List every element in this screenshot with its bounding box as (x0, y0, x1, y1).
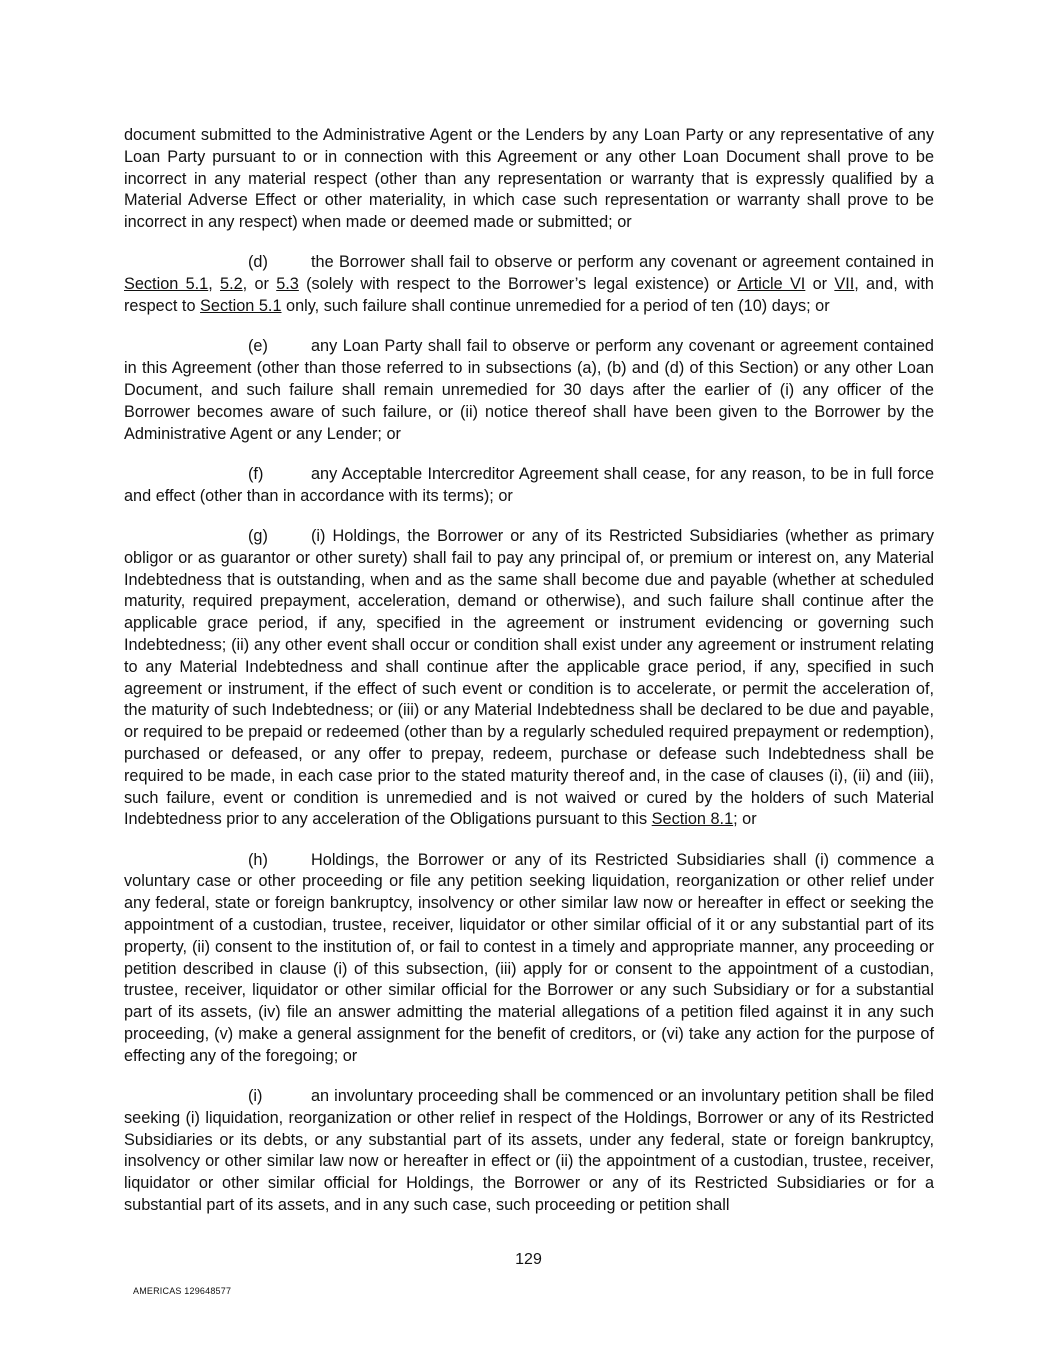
paragraph-text: Holdings, the Borrower or any of its Restricted Subsidiaries shall (i) commence a voluntary case or other proceeding or file any petition seeking liquidation, reorganization or other relief under any federal, state or foreign bankruptcy, insolvency or other similar law now or hereafter in effect or seeking the appointment of a custodian, trustee, receiver, liquidator or other similar official of it or any substantial part of its property, (ii) consent to the institution of, or fail to contest in a timely and appropriate manner, any proceeding or petition described in clause (i) of this subsection, (iii) apply for or consent to the appointment of a custodian, trustee, receiver, liquidator or other similar official for the Borrower or any such Subsidiary or for a substantial part of its assets, (iv) file an answer admitting the material allegations of a petition filed against it in any such proceeding, (v) make a general assignment for the benefit of creditors, or (vi) take any action for the purpose of effecting any of the foregoing; or (124, 850, 934, 1065)
document-id-footer: AMERICAS 129648577 (133, 1286, 232, 1296)
article-vi-reference: Article VI (737, 275, 806, 294)
clause-label-f: (f) (248, 464, 264, 483)
document-body (124, 125, 934, 1235)
clause-label-g: (g) (248, 526, 268, 545)
paragraph-text: only, such failure shall continue unremedied for a period of ten (10) days; or (281, 297, 830, 316)
section-8-1-reference: Section 8.1 (651, 810, 734, 829)
clause-label-h: (h) (248, 850, 268, 869)
paragraph-g (124, 526, 934, 831)
page-number: 129 (515, 1251, 542, 1268)
paragraph-text: , or (242, 275, 277, 294)
section-5-2-reference: 5.2 (220, 275, 243, 294)
paragraph-text: an involuntary proceeding shall be commenced or an involuntary petition shall be filed seeking (i) liquidation, reorganization or other relief in respect of the Holdings, Borrower or any of its Restricted Subsidiaries or its debts, or any substantial part of its assets, under any federal, state or foreign bankruptcy, insolvency or other similar law now or hereafter in effect or (ii) the appointment of a custodian, trustee, receiver, liquidator or other similar official for Holdings, the Borrower or any of its Restricted Subsidiaries or for a substantial part of its assets, and in any such case, such proceeding or petition shall (124, 1087, 934, 1215)
paragraph-f (124, 464, 934, 508)
paragraph-text: ; or (733, 810, 757, 829)
clause-label-e: (e) (248, 337, 268, 356)
section-5-3-reference: 5.3 (276, 275, 299, 294)
paragraph-text: , (208, 275, 221, 294)
paragraph-text: (i) Holdings, the Borrower or any of its Restricted Subsidiaries (whether as primary obligor or as guarantor or other surety) shall fail to pay any principal of, or premium or interest on, any Material Indebtedness that is outstanding, when and as the same shall become due and payable (whether at scheduled maturity, required prepayment, acceleration, demand or otherwise), and such failure shall continue after the applicable grace period, if any, specified in the agreement or instrument evidencing or governing such Indebtedness; (ii) any other event shall occur or condition shall exist under any agreement or instrument relating to any Material Indebtedness and shall continue after the applicable grace period, if any, specified in such agreement or instrument, if the effect of such event or condition is to accelerate, or permit the acceleration of, the maturity of such Indebtedness; or (iii) or any Material Indebtedness shall be declared to be due and payable, or required to be prepaid or redeemed (other than by a regularly scheduled required prepayment or redemption), purchased or defeased, or any offer to prepay, redeem, purchase or defease such Indebtedness shall be required to be made, in each case prior to the stated maturity thereof and, in the case of clauses (i), (ii) and (iii), such failure, event or condition is unremedied and is not waived or cured by the holders of such Material Indebtedness prior to any acceleration of the Obligations pursuant to this (124, 526, 934, 829)
paragraph-d (124, 252, 934, 317)
clause-label-i: (i) (248, 1087, 263, 1106)
paragraph-text: or (805, 275, 835, 294)
paragraph-text: any Acceptable Intercreditor Agreement shall cease, for any reason, to be in full force and effect (other than in accordance with its terms); or (124, 464, 934, 505)
clause-label-d: (d) (248, 253, 268, 272)
section-5-1-reference: Section 5.1 (124, 275, 209, 294)
paragraph-e (124, 336, 934, 445)
paragraph-h (124, 850, 934, 1068)
paragraph-text: (solely with respect to the Borrower’s legal existence) or (298, 275, 738, 294)
paragraph-text: , and, with respect to (124, 275, 934, 316)
paragraph-continuation: document submitted to the Administrative Agent or the Lenders by any Loan Party or any representative of any Loan Party pursuant to or in connection with this Agreement or any other Loan Document shall prove to be incorrect in any material respect (other than any representation or warranty that is expressly qualified by a Material Adverse Effect or other materiality, in which case such representation or warranty shall prove to be incorrect in any respect) when made or deemed made or submitted; or (124, 126, 934, 232)
section-5-1-reference: Section 5.1 (200, 297, 282, 316)
paragraph-text: the Borrower shall fail to observe or perform any covenant or agreement contained in (311, 253, 934, 272)
article-vii-reference: VII (834, 275, 855, 294)
paragraph-i (124, 1086, 934, 1217)
paragraph-text: any Loan Party shall fail to observe or perform any covenant or agreement contained in this Agreement (other than those referred to in subsections (a), (b) and (d) of this Section) or any other Loan Document, and such failure shall remain unremedied for 30 days after the earlier of (i) any officer of the Borrower becomes aware of such failure, or (ii) notice thereof shall have been given to the Borrower by the Administrative Agent or any Lender; or (124, 337, 934, 443)
